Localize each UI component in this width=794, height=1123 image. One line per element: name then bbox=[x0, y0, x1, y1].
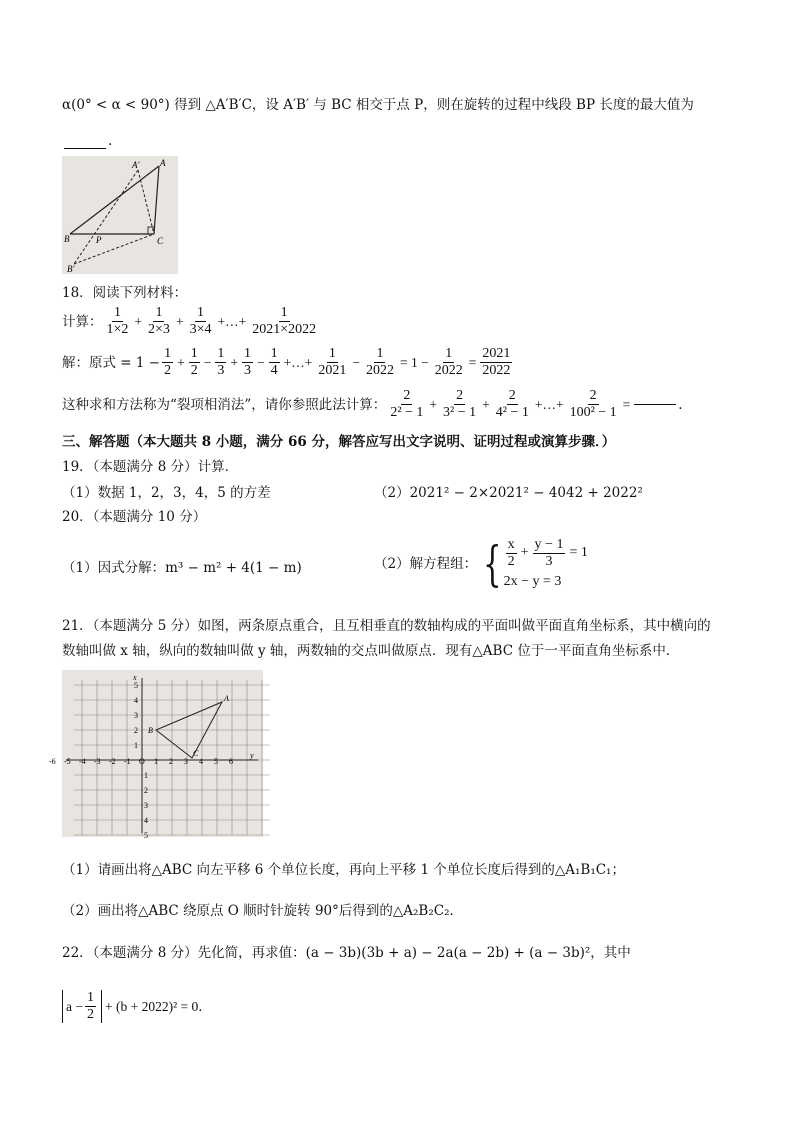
x-tick-label: -1 bbox=[124, 757, 131, 766]
x-tick-label: O bbox=[139, 757, 145, 766]
q21-line1: 21．（本题满分 5 分）如图，两条原点重合，且互相垂直的数轴构成的平面叫做平面直角坐标系，其中横向的 bbox=[62, 618, 711, 634]
point-label-c: C bbox=[193, 749, 199, 758]
equation-1: $\frac{x}{2}$ + $\frac{y - 1}{3}$ = 1 bbox=[507, 537, 588, 570]
y-tick-label: 5 bbox=[144, 831, 148, 840]
y-tick-label: 2 bbox=[144, 786, 148, 795]
answer-blank bbox=[634, 404, 676, 405]
q17-text bbox=[62, 97, 694, 113]
segment-a1b1 bbox=[74, 170, 138, 264]
y-tick-label: 1 bbox=[134, 741, 138, 750]
q21-part1: （1）请画出将△ABC 向左平移 6 个单位长度，再向上平移 1 个单位长度后得到的△A₁B₁C₁； bbox=[62, 862, 625, 878]
x-tick-label: -3 bbox=[94, 757, 101, 766]
q17-line1: α(0° < α < 90°) 得到 △A′B′C，设 A′B′ 与 BC 相交于点 P，则在旋转的过程中线段 BP 长度的最大值为 bbox=[62, 97, 694, 113]
frac-term: $\frac{1}{2021\times 2022}$ bbox=[252, 305, 317, 338]
x-tick-label: 1 bbox=[154, 757, 158, 766]
x-tick-label: 2 bbox=[169, 757, 173, 766]
axis-label-right: y bbox=[250, 751, 254, 760]
method-text: 这种求和方法称为“裂项相消法”，请你参照此法计算： bbox=[62, 396, 387, 413]
x-tick-label: 6 bbox=[229, 757, 233, 766]
label-b1: B′ bbox=[67, 264, 75, 274]
q18-calc: 计算： $\frac{1}{1\times 2}$ + $\frac{1}{2\times 3}$ + $\frac{1}{3\times 4}$ +…+ $\frac{1}{2021\times 2022}$ bbox=[62, 305, 317, 338]
q18-question: 这种求和方法称为“裂项相消法”，请你参照此法计算： $\frac{2}{\text{2² − 1}}$ + $\frac{2}{\text{3² − 1}}$ + $\frac{2}{\text{4² − 1}}$ +…+ $\frac{2}{\text{100² − 1}}$ = . bbox=[62, 388, 683, 421]
q20-part2-label: （2）解方程组： bbox=[374, 555, 478, 572]
x-tick-label: 4 bbox=[199, 757, 203, 766]
x-tick-label: -4 bbox=[79, 757, 86, 766]
q17-figure bbox=[62, 156, 178, 274]
y-tick-label: 3 bbox=[144, 801, 148, 810]
q20-part1: （1）因式分解：m³ − m² + 4(1 − m) bbox=[62, 560, 302, 576]
axis-label-top: x bbox=[133, 673, 137, 682]
point-label-a: A bbox=[224, 694, 229, 703]
q19-part2: （2）2021² − 2×2021² − 4042 + 2022² bbox=[374, 485, 643, 501]
y-tick-label: 3 bbox=[134, 711, 138, 720]
q19-part1: （1）数据 1，2，3，4，5 的方差 bbox=[62, 485, 271, 501]
q21-figure bbox=[49, 670, 263, 840]
q17-answer-line bbox=[62, 133, 112, 149]
segment-b1c bbox=[74, 234, 154, 264]
rotation-diagram bbox=[62, 156, 178, 274]
q22-line2: a − $\frac{1}{2}$ + (b + 2022)² = 0． bbox=[62, 990, 212, 1023]
y-tick-label: 4 bbox=[134, 696, 138, 705]
calc-label: 计算： bbox=[62, 313, 103, 330]
section-title: 三、解答题（本大题共 8 小题，满分 66 分，解答应写出文字说明、证明过程或演算步骤．） bbox=[62, 434, 616, 450]
answer-blank bbox=[64, 148, 106, 149]
y-tick-label: 2 bbox=[134, 726, 138, 735]
label-c: C bbox=[157, 236, 164, 246]
q20-part2 bbox=[374, 537, 590, 591]
label-p: P bbox=[96, 235, 102, 245]
y-tick-label: 1 bbox=[144, 771, 148, 780]
q19-title: 19．（本题满分 8 分）计算． bbox=[62, 459, 239, 475]
q20-title: 20．（本题满分 10 分） bbox=[62, 509, 207, 525]
equation-2: 2x − y = 3 bbox=[503, 574, 562, 590]
sol-label: 解：原式 = 1 − bbox=[62, 354, 161, 371]
absolute-value: a − $\frac{1}{2}$ bbox=[62, 990, 102, 1023]
equation-system: { $\frac{x}{2}$ + $\frac{y - 1}{3}$ = 1 2x − y = 3 bbox=[483, 535, 588, 592]
x-tick-label: -2 bbox=[109, 757, 116, 766]
segment-ac bbox=[154, 166, 159, 234]
x-tick-label: -5 bbox=[64, 757, 71, 766]
label-a: A bbox=[160, 158, 166, 168]
q18-intro: 18．阅读下列材料： bbox=[62, 285, 188, 301]
q22-line1: 22．（本题满分 8 分）先化简，再求值：(a − 3b)(3b + a) − 2a(a − 2b) + (a − 3b)²，其中 bbox=[62, 945, 631, 961]
point-label-b: B bbox=[148, 726, 153, 735]
y-tick-label: 5 bbox=[134, 681, 138, 690]
label-b: B bbox=[64, 234, 70, 244]
q21-line2: 数轴叫做 x 轴，纵向的数轴叫做 y 轴，两数轴的交点叫做原点．现有△ABC 位于一平面直角坐标系中． bbox=[62, 643, 680, 659]
q17-end: . bbox=[108, 133, 113, 149]
q18-solution: 解：原式 = 1 − $\frac{1}{2}$ + $\frac{1}{2}$ − $\frac{1}{3}$ + $\frac{1}{3}$ − $\frac{1}{4}$ +…+ $\frac{1}{2021}$ − $\frac{1}{2022}$ = 1 − $\frac{1}{2022}$ = $\frac{2021}{2022}$ bbox=[62, 346, 511, 379]
coordinate-grid bbox=[49, 670, 263, 840]
x-tick-label: -6 bbox=[49, 757, 56, 766]
frac-term: $\frac{1}{3\times 4}$ bbox=[189, 305, 212, 338]
frac-term: $\frac{1}{2\times 3}$ bbox=[148, 305, 170, 338]
q21-part2: （2）画出将△ABC 绕原点 O 顺时针旋转 90°后得到的△A₂B₂C₂． bbox=[62, 903, 463, 919]
x-tick-label: 5 bbox=[214, 757, 218, 766]
frac-term: $\frac{1}{1\times 2}$ bbox=[106, 305, 129, 338]
label-a1: A′ bbox=[132, 160, 140, 170]
x-tick-label: 3 bbox=[184, 757, 188, 766]
y-tick-label: 4 bbox=[144, 816, 148, 825]
